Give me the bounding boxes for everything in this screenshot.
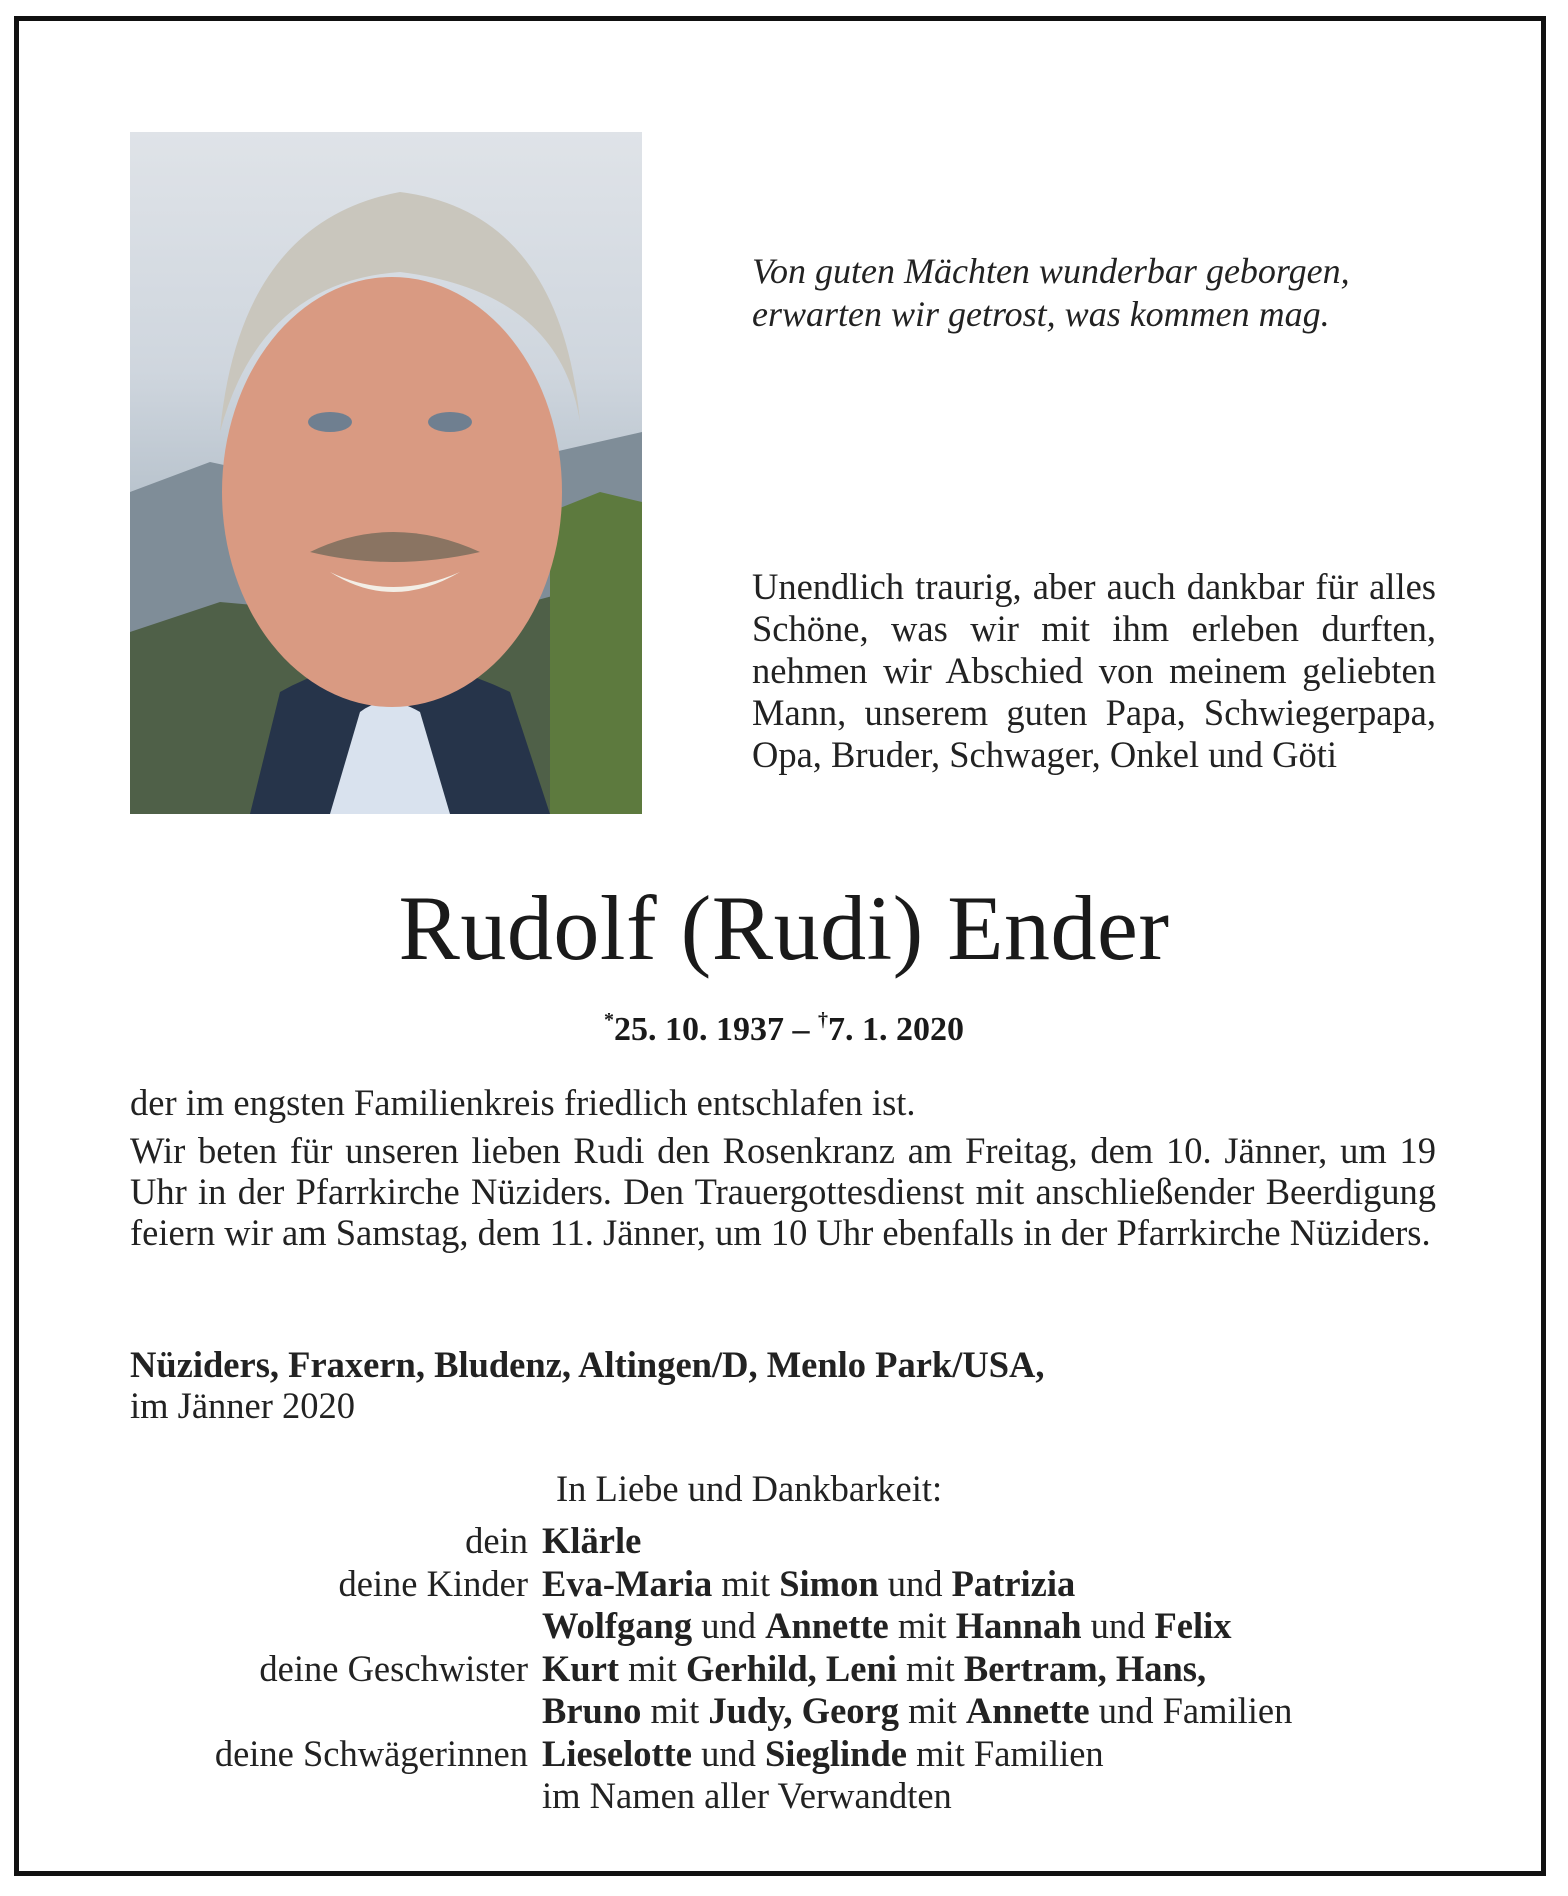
- intro-paragraph: Unendlich traurig, aber auch dankbar für alles Schöne, was wir mit ihm erleben durften, nehmen wir Abschied von meinem geliebten Mann, unserem guten Papa, Schwiegerpapa, Opa, Bruder, Schwager, Onkel und Göti: [752, 566, 1436, 775]
- family-connector: mit: [712, 1562, 780, 1604]
- family-name: Patrizia: [951, 1562, 1076, 1604]
- family-relation: deine Schwägerinnen: [214, 1732, 528, 1774]
- family-connector: mit Familien: [906, 1732, 1104, 1774]
- death-symbol: †: [818, 1009, 828, 1031]
- family-row: [100, 1563, 1460, 1606]
- birth-symbol: *: [604, 1009, 614, 1031]
- family-connector: mit: [619, 1647, 686, 1689]
- family-name: Judy, Georg: [708, 1690, 899, 1731]
- family-name: Bertram, Hans,: [963, 1647, 1207, 1689]
- family-row: [100, 1648, 1460, 1691]
- notice-date: im Jänner 2020: [130, 1385, 356, 1426]
- quote: [752, 250, 1452, 336]
- family-name: Eva-Maria: [542, 1562, 713, 1604]
- family-connector: und: [692, 1732, 765, 1774]
- family-connector: und: [692, 1605, 766, 1646]
- service-paragraph: Wir beten für unseren lieben Rudi den Rosenkranz am Freitag, dem 10. Jänner, um 19 Uhr in der Pfarrkirche Nüziders. Den Trauergottesdienst mit anschließender Beerdigung feiern wir am Samstag, dem 11. Jänner, um 10 Uhr ebenfalls in der Pfarrkirche Nüziders.: [130, 1130, 1436, 1253]
- deceased-name: Rudolf (Rudi) Ender: [398, 877, 1170, 979]
- family-name: Felix: [1154, 1605, 1232, 1646]
- family-name: Sieglinde: [765, 1732, 907, 1774]
- life-dates: [0, 1000, 1568, 1050]
- family-name: Lieselotte: [542, 1732, 692, 1774]
- family-connector: mit: [888, 1605, 956, 1646]
- birth-date: 25. 10. 1937: [614, 1011, 784, 1048]
- family-name: Annette: [965, 1690, 1090, 1731]
- family-list: [100, 1520, 1460, 1818]
- family-row: [100, 1520, 1460, 1563]
- family-row: [100, 1733, 1460, 1776]
- death-date: 7. 1. 2020: [828, 1011, 964, 1048]
- family-connector: und: [878, 1562, 952, 1604]
- family-name: Kurt: [542, 1647, 620, 1689]
- family-connector: mit: [641, 1690, 709, 1731]
- family-connector: mit: [896, 1647, 964, 1689]
- date-separator: –: [784, 1011, 818, 1048]
- places-block: [130, 1344, 1436, 1426]
- family-relation: dein: [465, 1520, 528, 1561]
- quote-line: Von guten Mächten wunderbar geborgen,: [752, 251, 1350, 291]
- family-name: Wolfgang: [542, 1605, 693, 1646]
- family-row: [100, 1605, 1460, 1648]
- family-name: Hannah: [955, 1605, 1082, 1646]
- quote-line: erwarten wir getrost, was kommen mag.: [752, 294, 1330, 334]
- signoff: In Liebe und Dankbarkeit:: [556, 1468, 943, 1509]
- family-name: Klärle: [542, 1520, 642, 1561]
- family-closing: im Namen aller Verwandten: [542, 1775, 952, 1816]
- family-connector: mit: [898, 1690, 966, 1731]
- portrait-photo: [130, 132, 642, 814]
- passing-line: der im engsten Familienkreis friedlich entschlafen ist.: [130, 1082, 916, 1123]
- family-row: [100, 1690, 1460, 1733]
- family-name: Bruno: [542, 1690, 642, 1731]
- family-name: Gerhild, Leni: [685, 1647, 897, 1689]
- family-connector: und: [1081, 1605, 1155, 1646]
- family-relation: deine Geschwister: [259, 1647, 528, 1689]
- family-name: Annette: [765, 1605, 889, 1646]
- family-name: Simon: [779, 1562, 879, 1604]
- family-connector: und Familien: [1089, 1690, 1293, 1731]
- places-list: Nüziders, Fraxern, Bludenz, Altingen/D, Menlo Park/USA,: [130, 1344, 1045, 1385]
- family-relation: deine Kinder: [338, 1562, 528, 1604]
- family-row: [100, 1775, 1460, 1818]
